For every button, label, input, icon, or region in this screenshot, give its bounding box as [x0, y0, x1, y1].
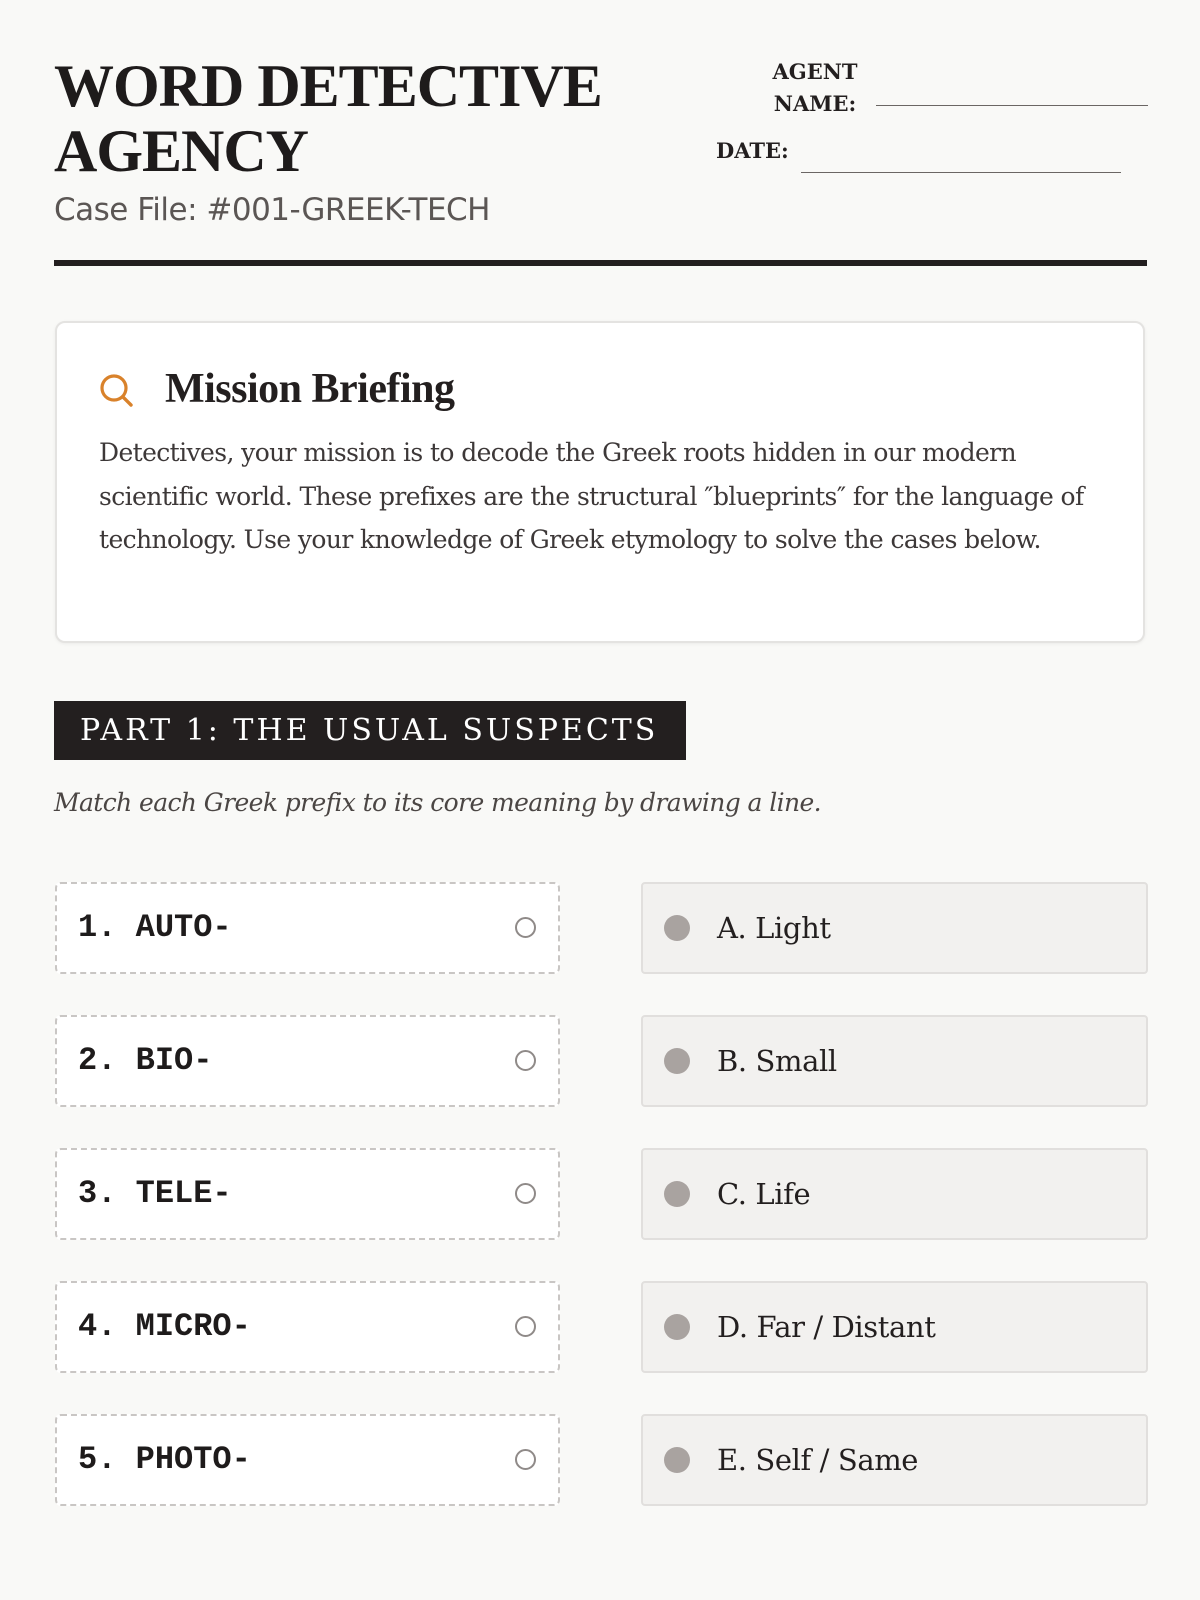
search-icon [99, 373, 135, 409]
meaning-label: B. Small [717, 1044, 837, 1078]
part-1-instruction: Match each Greek prefix to its core meaning by drawing a line. [54, 788, 822, 817]
meaning-card-far[interactable] [641, 1281, 1148, 1373]
meaning-connector-dot[interactable] [664, 1314, 690, 1340]
mission-briefing-card [55, 321, 1145, 643]
prefix-label: 2. BIO- [78, 1042, 213, 1079]
meaning-connector-dot[interactable] [664, 1181, 690, 1207]
prefix-connector-dot[interactable] [515, 1449, 536, 1470]
prefix-card-photo[interactable] [55, 1414, 560, 1506]
prefix-label: 4. MICRO- [78, 1308, 251, 1345]
prefix-label: 1. AUTO- [78, 909, 232, 946]
date-label: DATE: [716, 138, 789, 163]
prefix-connector-dot[interactable] [515, 1050, 536, 1071]
prefix-label: 5. PHOTO- [78, 1441, 251, 1478]
meaning-label: E. Self / Same [717, 1443, 919, 1477]
meaning-card-self[interactable] [641, 1414, 1148, 1506]
page-title: WORD DETECTIVE AGENCY [54, 53, 602, 184]
worksheet-header [54, 54, 1147, 268]
prefix-card-bio[interactable] [55, 1015, 560, 1107]
prefix-label: 3. TELE- [78, 1175, 232, 1212]
prefix-card-auto[interactable] [55, 882, 560, 974]
meaning-label: A. Light [717, 911, 831, 945]
meaning-connector-dot[interactable] [664, 1048, 690, 1074]
date-field[interactable] [801, 172, 1121, 173]
meaning-card-small[interactable] [641, 1015, 1148, 1107]
meaning-connector-dot[interactable] [664, 1447, 690, 1473]
case-file-number: Case File: #001-GREEK-TECH [54, 192, 490, 228]
prefix-connector-dot[interactable] [515, 917, 536, 938]
prefix-card-micro[interactable] [55, 1281, 560, 1373]
meaning-label: C. Life [717, 1177, 811, 1211]
prefix-connector-dot[interactable] [515, 1316, 536, 1337]
prefix-connector-dot[interactable] [515, 1183, 536, 1204]
agent-name-field[interactable] [876, 105, 1148, 106]
part-1-banner: PART 1: THE USUAL SUSPECTS [54, 701, 686, 760]
meaning-card-light[interactable] [641, 882, 1148, 974]
prefix-card-tele[interactable] [55, 1148, 560, 1240]
meaning-connector-dot[interactable] [664, 915, 690, 941]
header-divider [54, 260, 1147, 266]
meaning-label: D. Far / Distant [717, 1310, 936, 1344]
agent-name-label: AGENT NAME: [772, 59, 858, 116]
briefing-text: Detectives, your mission is to decode the Greek roots hidden in our modern scientific world. These prefixes are the structural ″blueprints″ for the language of technology. Use your knowledge of Greek etymology to solve the cases below. [99, 438, 1084, 554]
briefing-title: Mission Briefing [165, 366, 455, 412]
meaning-card-life[interactable] [641, 1148, 1148, 1240]
